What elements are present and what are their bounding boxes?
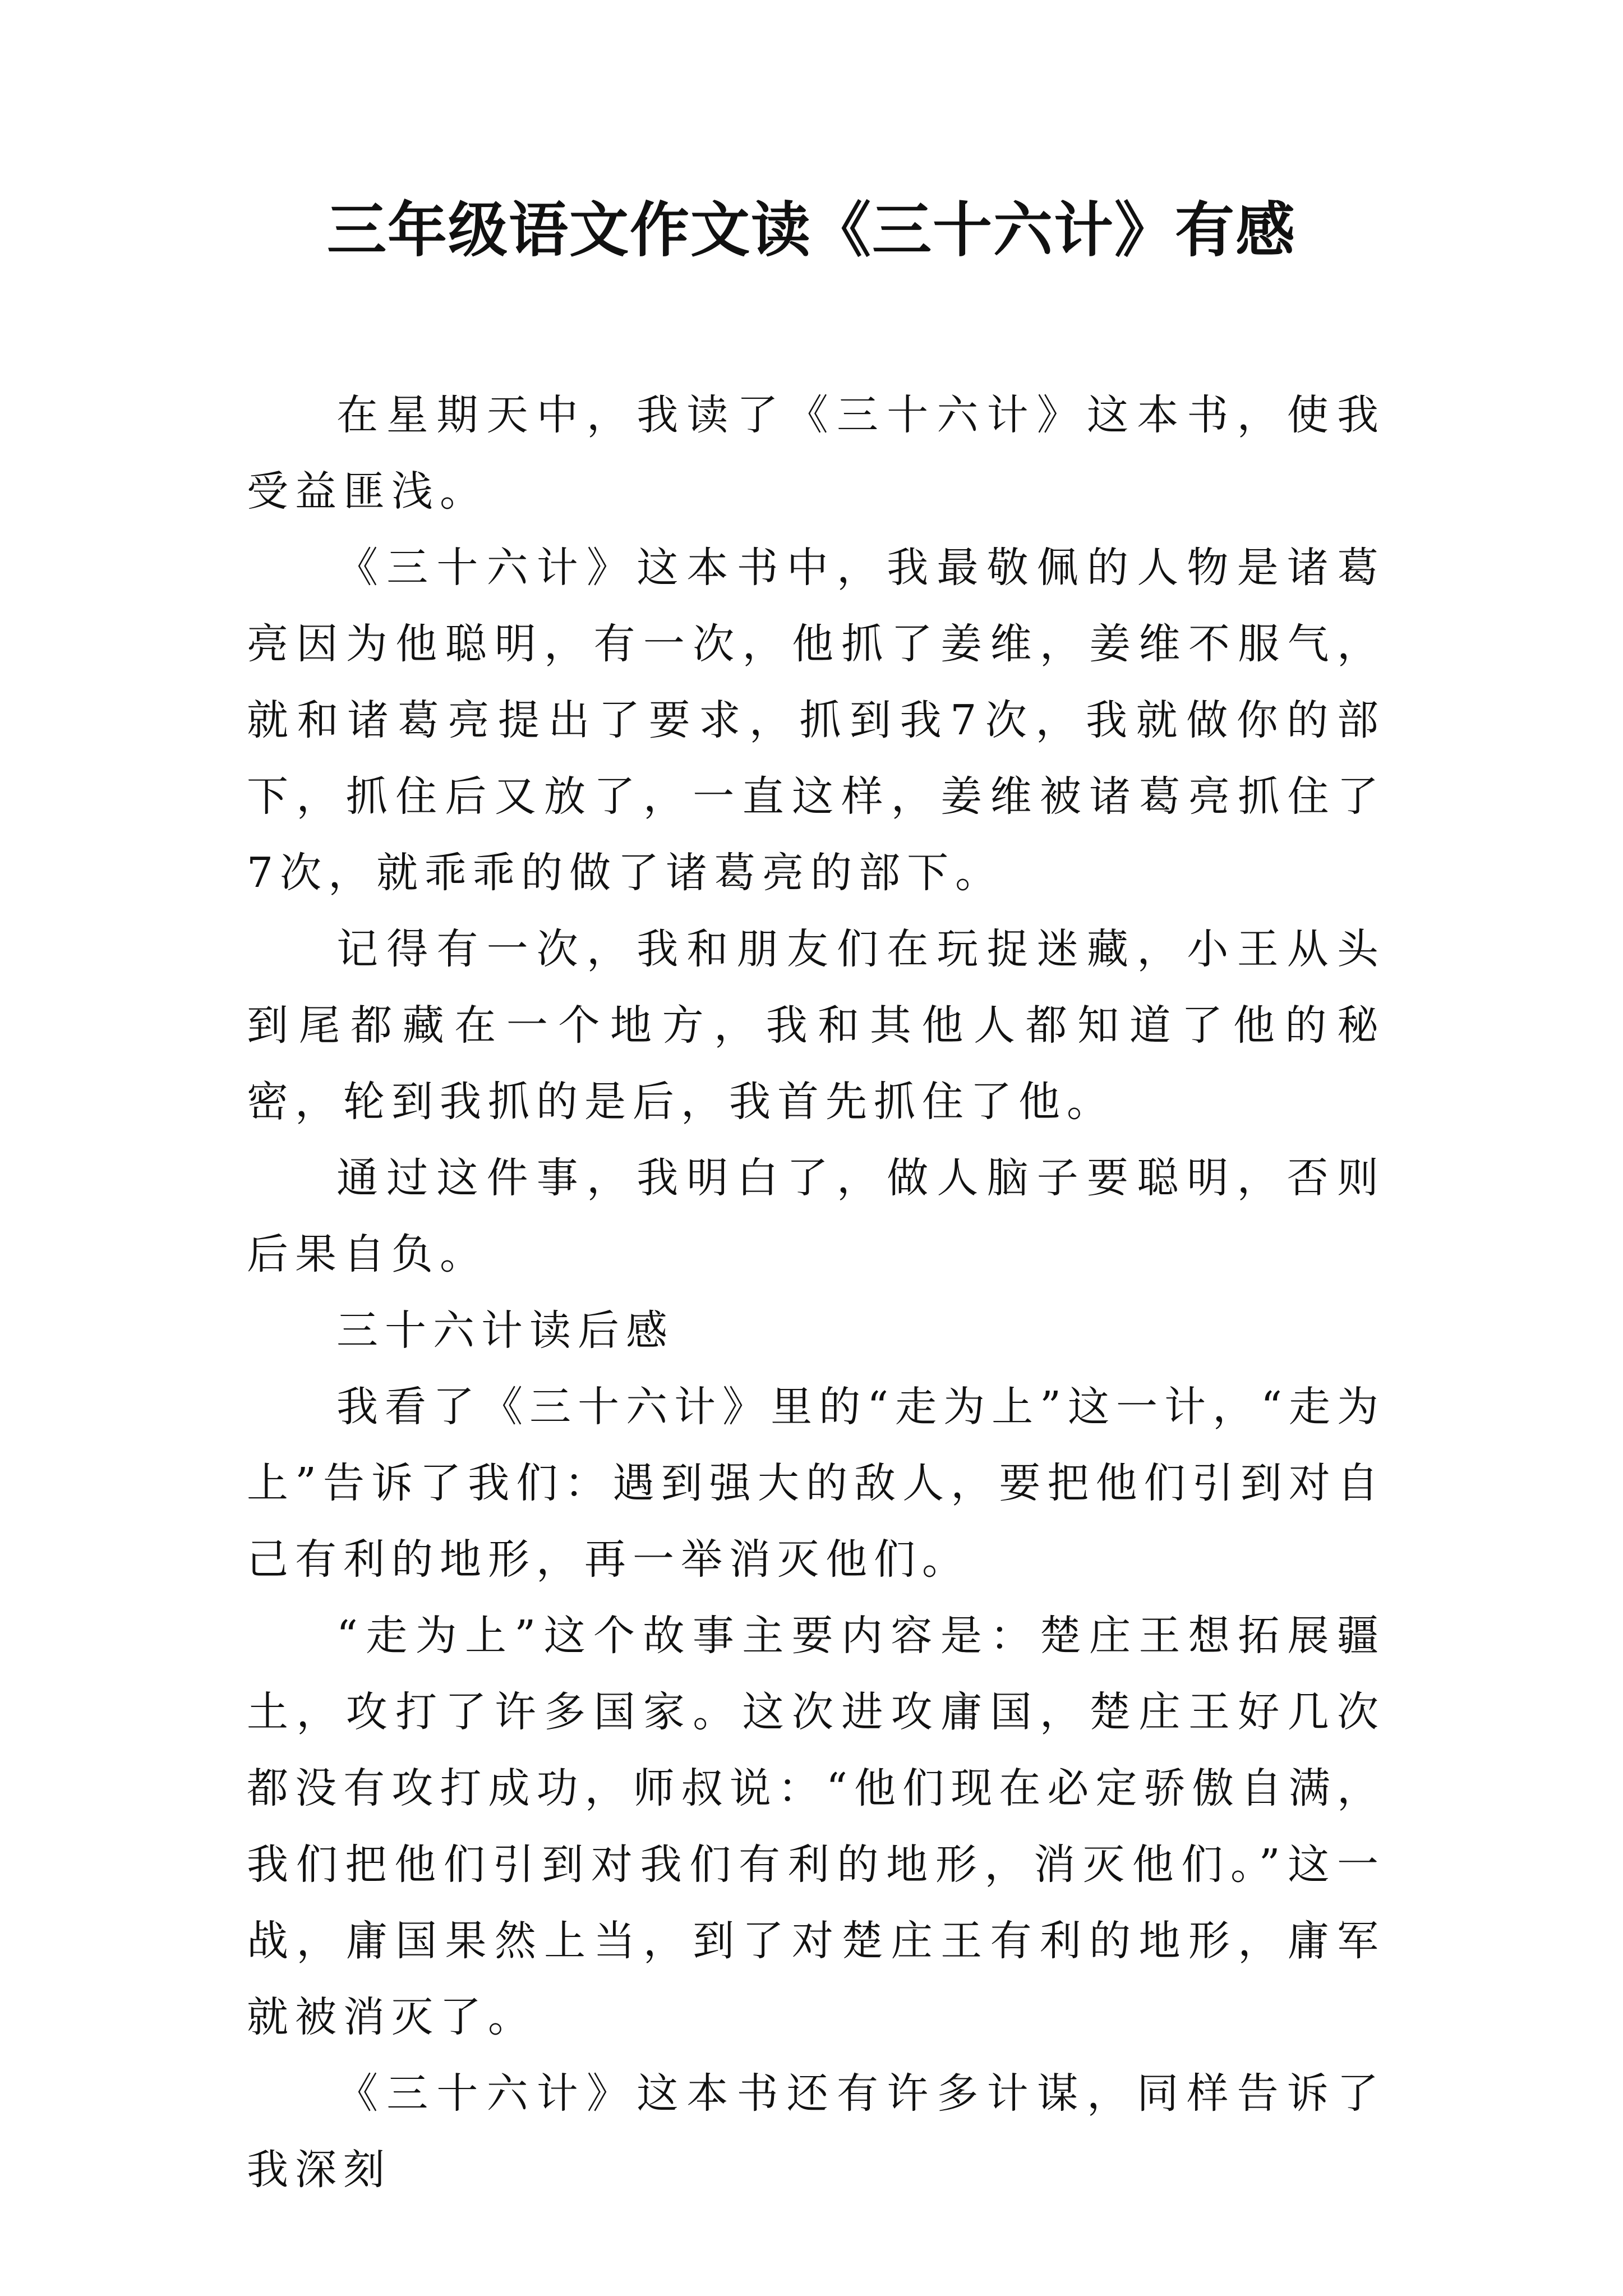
paragraph: 《三十六计》这本书中，我最敬佩的人物是诸葛亮因为他聪明，有一次，他抓了姜维，姜维不服气，就和诸葛亮提出了要求，抓到我7次，我就做你的部下，抓住后又放了，一直这样，姜维被诸葛亮抓住了7次，就乖乖的做了诸葛亮的部下。 xyxy=(247,544,1385,897)
paragraph: “走为上”这个故事主要内容是：楚庄王想拓展疆土，攻打了许多国家。这次进攻庸国，楚庄王好几次都没有攻打成功，师叔说：“他们现在必定骄傲自满，我们把他们引到对我们有利的地形，消灭他们。”这一战，庸国果然上当，到了对楚庄王有利的地形，庸军就被消灭了。 xyxy=(247,1612,1385,2041)
document-title: 三年级语文作文读《三十六计》有感 xyxy=(327,195,1296,265)
document-body xyxy=(247,377,1385,2208)
paragraph: 在星期天中，我读了《三十六计》这本书，使我受益匪浅。 xyxy=(247,391,1385,516)
paragraph: 我看了《三十六计》里的“走为上”这一计，“走为上”告诉了我们：遇到强大的敌人，要把他们引到对自己有利的地形，再一举消灭他们。 xyxy=(247,1383,1385,1584)
paragraph: 《三十六计》这本书还有许多计谋，同样告诉了我深刻 xyxy=(247,2069,1385,2194)
paragraph: 通过这件事，我明白了，做人脑子要聪明，否则后果自负。 xyxy=(247,1154,1385,1278)
section-heading: 三十六计读后感 xyxy=(336,1306,674,1355)
paragraph: 记得有一次，我和朋友们在玩捉迷藏，小王从头到尾都藏在一个地方，我和其他人都知道了他的秘密，轮到我抓的是后，我首先抓住了他。 xyxy=(247,925,1385,1126)
